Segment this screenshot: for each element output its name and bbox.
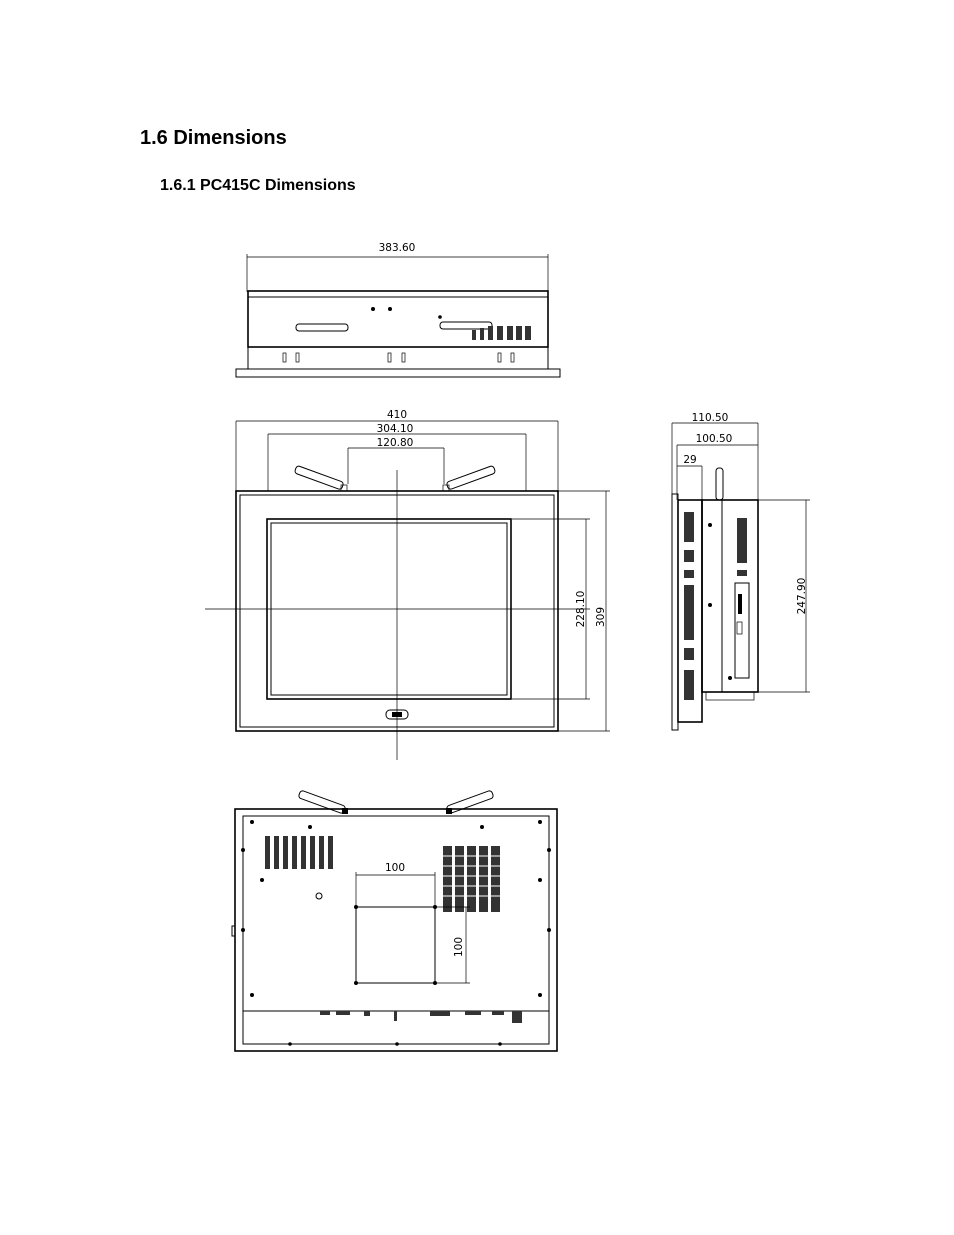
top-width-label: 383.60 xyxy=(378,242,416,254)
rear-vesa-width-label: 100 xyxy=(384,862,406,874)
front-screen-height-label: 228.10 xyxy=(575,590,587,628)
front-view xyxy=(205,409,610,760)
front-antenna-span-label: 120.80 xyxy=(376,437,414,449)
section-title: 1.6 Dimensions xyxy=(140,127,287,149)
side-bezel-depth-label: 29 xyxy=(683,454,697,466)
side-overall-depth-label: 110.50 xyxy=(691,412,729,424)
top-view xyxy=(236,242,560,377)
side-body-depth-label: 100.50 xyxy=(695,433,733,445)
side-view xyxy=(672,412,810,730)
front-overall-width-label: 410 xyxy=(386,409,408,421)
rear-view xyxy=(232,790,557,1051)
front-screen-width-label: 304.10 xyxy=(376,423,414,435)
front-overall-height-label: 309 xyxy=(595,606,607,628)
subsection-title: 1.6.1 PC415C Dimensions xyxy=(160,177,356,194)
rear-vesa-height-label: 100 xyxy=(453,936,465,958)
side-body-height-label: 247.90 xyxy=(796,577,808,615)
